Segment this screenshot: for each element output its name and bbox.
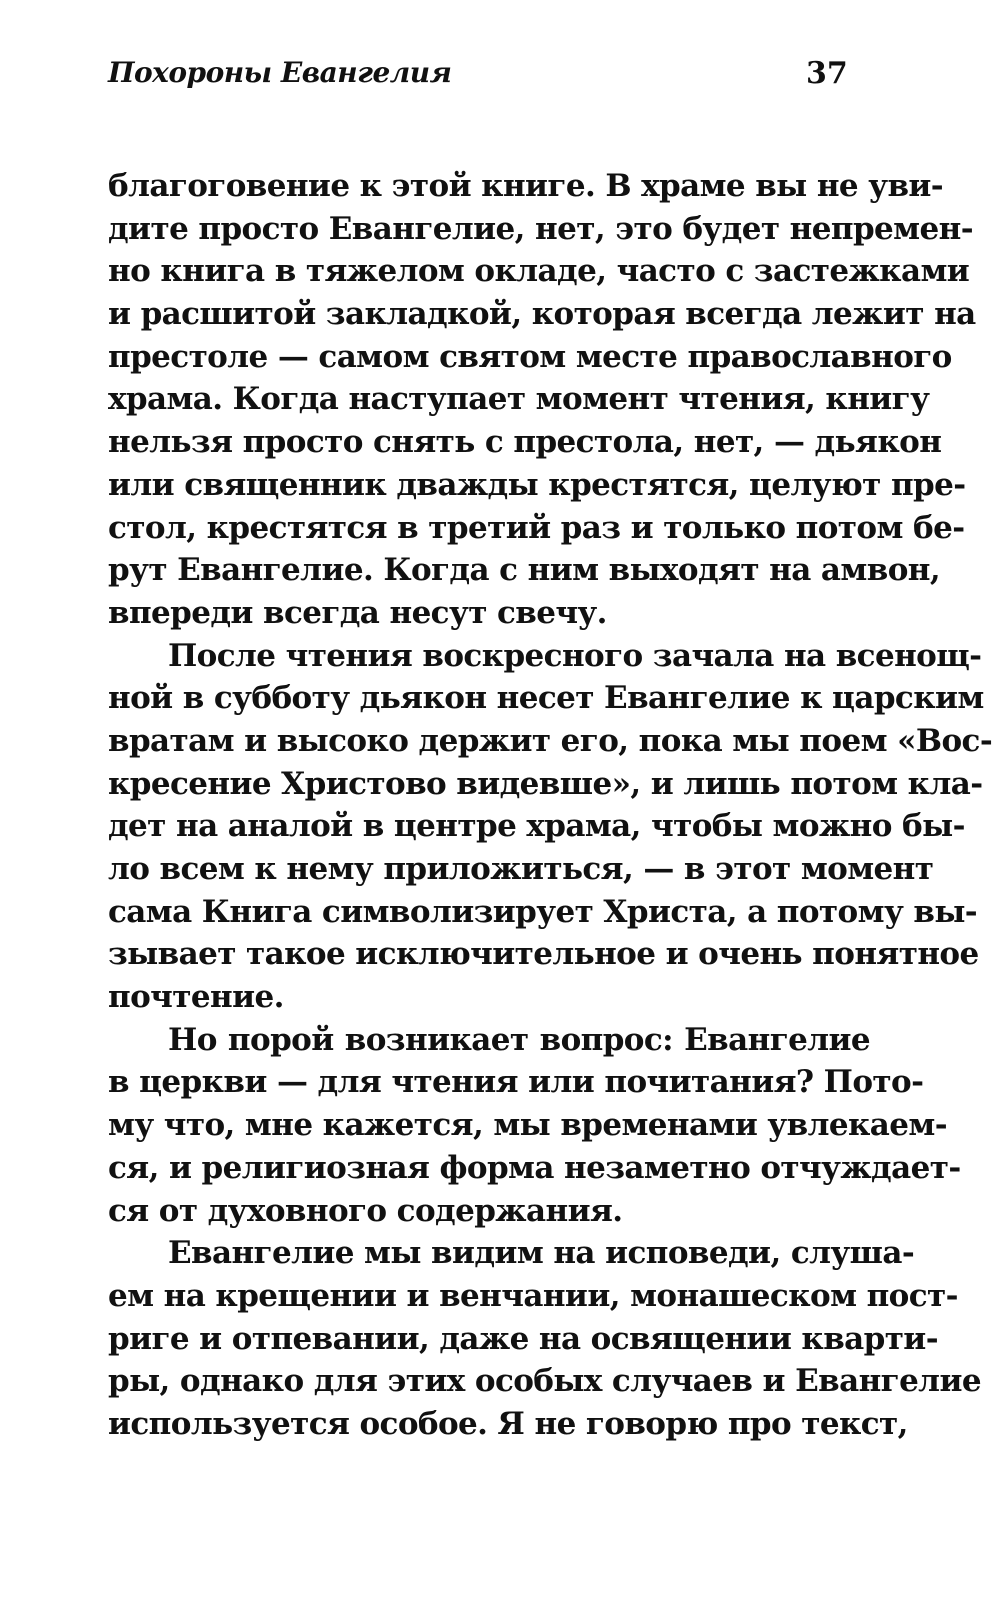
text-line: риге и отпевании, даже на освящении кварти- xyxy=(108,1320,938,1357)
text-line: вратам и высоко держит его, пока мы поем «Вос- xyxy=(108,722,993,759)
text-line: ной в субботу дьякон несет Евангелие к царским xyxy=(108,680,984,717)
text-line: Но порой возникает вопрос: Евангелие xyxy=(168,1021,870,1058)
text-line: рут Евангелие. Когда с ним выходят на амвон, xyxy=(108,552,941,589)
text-line: сама Книга символизирует Христа, а потому вы- xyxy=(108,893,978,930)
text-line: используется особое. Я не говорю про текст, xyxy=(108,1405,908,1442)
text-line: престоле — самом святом месте православного xyxy=(108,338,952,375)
text-line: в церкви — для чтения или почитания? Пото- xyxy=(108,1064,924,1101)
page-number: 37 xyxy=(806,56,848,91)
text-line: дет на аналой в центре храма, чтобы можно бы- xyxy=(108,808,965,845)
text-line: ем на крещении и венчании, монашеском пост- xyxy=(108,1277,958,1314)
text-line: ся от духовного содержания. xyxy=(108,1192,623,1229)
body-text xyxy=(108,165,993,1446)
text-line: или священник дважды крестятся, целуют пре- xyxy=(108,466,966,503)
text-line: но книга в тяжелом окладе, часто с застежками xyxy=(108,253,970,290)
text-line: Евангелие мы видим на исповеди, слуша- xyxy=(168,1235,915,1272)
text-line: ся, и религиозная форма незаметно отчуждает- xyxy=(108,1149,961,1186)
text-line: му что, мне кажется, мы временами увлекаем- xyxy=(108,1107,947,1144)
text-line: впереди всегда несут свечу. xyxy=(108,594,607,631)
text-line: и расшитой закладкой, которая всегда лежит на xyxy=(108,296,976,333)
text-line: благоговение к этой книге. В храме вы не уви- xyxy=(108,168,944,204)
text-line: стол, крестятся в третий раз и только потом бе- xyxy=(108,509,965,546)
text-line: дите просто Евангелие, нет, это будет непремен- xyxy=(108,210,973,247)
text-line: После чтения воскресного зачала на всенощ- xyxy=(168,637,982,674)
text-line: нельзя просто снять с престола, нет, — дьякон xyxy=(108,424,942,461)
text-line: почтение. xyxy=(108,979,284,1016)
text-line: ры, однако для этих особых случаев и Евангелие xyxy=(108,1363,981,1400)
text-line: кресение Христово видевше», и лишь потом кла- xyxy=(108,765,983,802)
text-line: зывает такое исключительное и очень понятное xyxy=(108,936,979,973)
text-line: ло всем к нему приложиться, — в этот момент xyxy=(108,851,934,887)
running-head-title: Похороны Евангелия xyxy=(108,56,452,89)
text-line: храма. Когда наступает момент чтения, книгу xyxy=(108,381,930,418)
